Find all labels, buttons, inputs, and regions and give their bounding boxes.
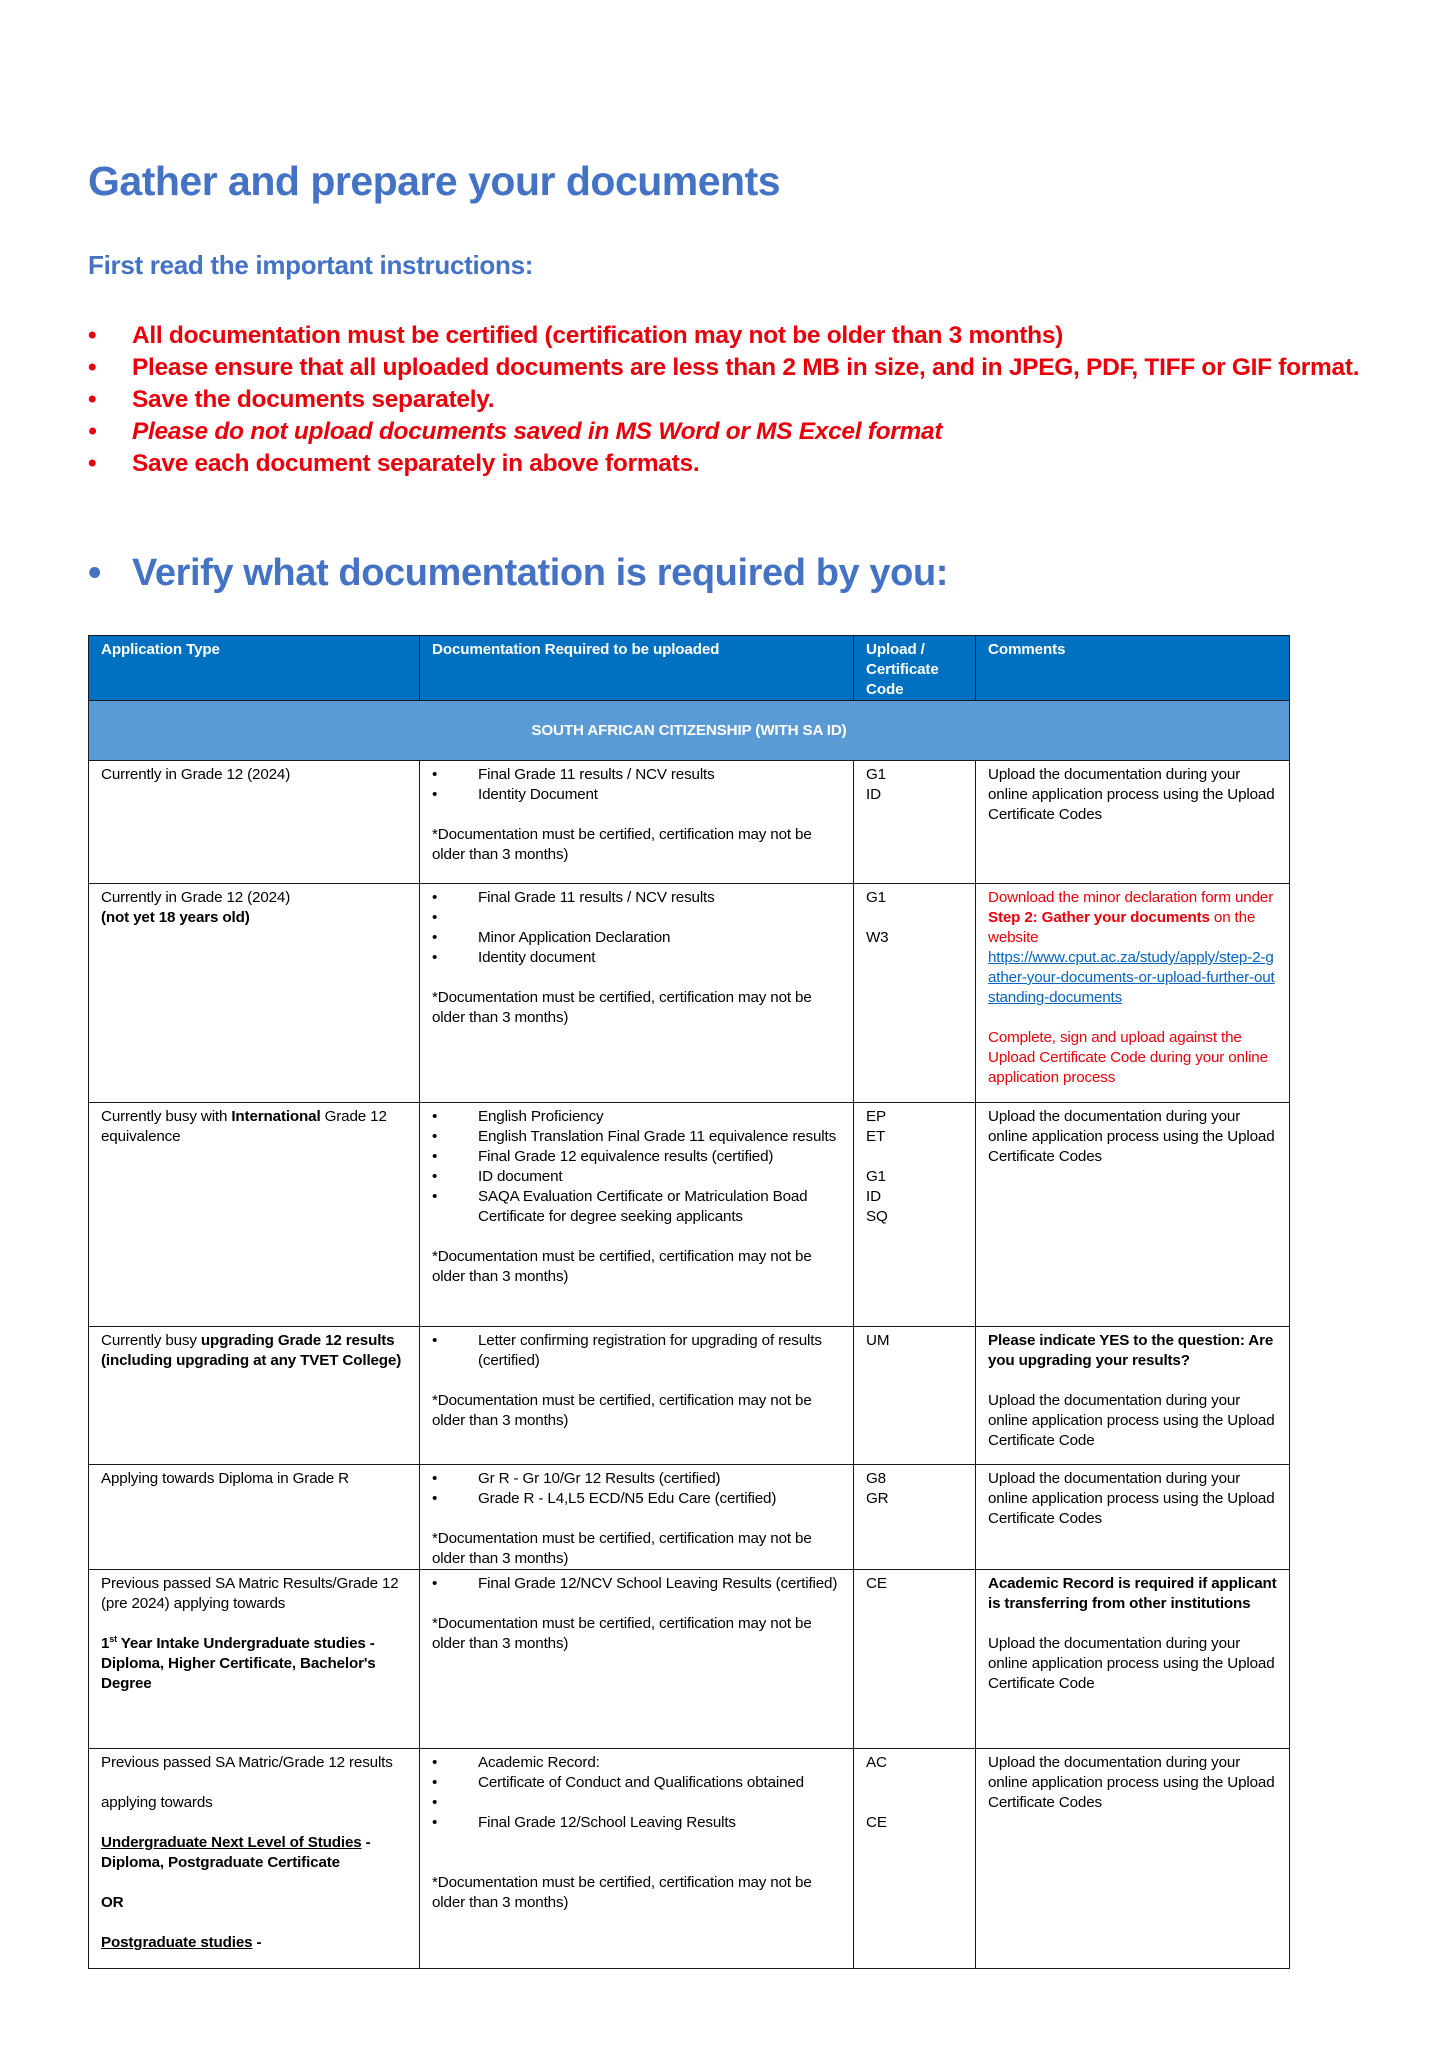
comment-text: on the website	[988, 909, 1256, 946]
header-documentation: Documentation Required to be uploaded	[420, 636, 854, 701]
documentation	[420, 1103, 854, 1327]
app-text: Currently in Grade 12 (2024)	[101, 889, 291, 906]
codes	[854, 884, 976, 1103]
application-type	[89, 884, 420, 1103]
table-row	[89, 761, 1290, 884]
instruction-text: Please ensure that all uploaded documents are less than 2 MB in size, and in JPEG, PDF, TIFF or GIF format.	[132, 354, 1360, 381]
page-title: Gather and prepare your documents	[88, 158, 781, 204]
bullet-icon: •	[88, 552, 101, 594]
instruction-text: Please do not upload documents saved in MS Word or MS Excel format	[132, 418, 943, 445]
bullet-icon: •	[88, 418, 97, 445]
app-text: Currently busy	[101, 1332, 201, 1349]
comments: Upload the documentation during your online application process using the Upload Certificate Codes	[976, 1465, 1290, 1570]
code: ET	[866, 1128, 886, 1145]
app-text-bold: Year Intake Undergraduate studies - Diploma, Higher Certificate, Bachelor's Degree	[101, 1635, 376, 1692]
code: G8	[866, 1470, 886, 1487]
application-type	[89, 1465, 420, 1570]
doc-item: • Gr R - Gr 10/Gr 12 Results (certified)	[432, 1469, 841, 1489]
bullet-icon: •	[88, 386, 97, 413]
instruction-item	[88, 352, 1388, 384]
header-comments: Comments	[976, 636, 1290, 701]
doc-item: • Identity Document	[432, 785, 841, 805]
app-text: applying towards	[101, 1794, 213, 1811]
documentation	[420, 1327, 854, 1465]
section-title: SOUTH AFRICAN CITIZENSHIP (WITH SA ID)	[89, 701, 1290, 761]
code: SQ	[866, 1208, 888, 1225]
codes	[854, 1103, 976, 1327]
table-row	[89, 1465, 1290, 1570]
app-text-bold: -	[252, 1934, 262, 1951]
doc-item: • Final Grade 11 results / NCV results	[432, 888, 841, 908]
comment-bold: Step 2: Gather your documents	[988, 909, 1210, 926]
documentation	[420, 761, 854, 884]
doc-item: • Academic Record:	[432, 1753, 841, 1773]
documentation	[420, 1465, 854, 1570]
doc-item: • Grade R - L4,L5 ECD/N5 Edu Care (certified)	[432, 1489, 841, 1509]
codes	[854, 1570, 976, 1749]
comments	[976, 1570, 1290, 1749]
documentation	[420, 1570, 854, 1749]
section-row	[89, 701, 1290, 761]
instruction-item	[88, 320, 1388, 352]
table-row	[89, 1749, 1290, 1969]
app-text-bold: Postgraduate studies	[101, 1934, 253, 1951]
code: GR	[866, 1490, 889, 1507]
codes	[854, 1327, 976, 1465]
certification-note: *Documentation must be certified, certification may not be older than 3 months)	[432, 989, 812, 1026]
superscript: st	[109, 1633, 117, 1644]
comments: Upload the documentation during your online application process using the Upload Certificate Codes	[976, 761, 1290, 884]
code: G1	[866, 766, 886, 783]
table-row	[89, 1570, 1290, 1749]
instructions-list	[88, 320, 1388, 480]
doc-item: • Final Grade 12 equivalence results (certified)	[432, 1147, 841, 1167]
code: UM	[866, 1332, 890, 1349]
instruction-text: Save each document separately in above formats.	[132, 450, 700, 477]
instruction-item	[88, 384, 1388, 416]
doc-item: • Final Grade 11 results / NCV results	[432, 765, 841, 785]
comment-text: Download the minor declaration form under	[988, 889, 1274, 906]
documentation	[420, 1749, 854, 1969]
verify-heading	[88, 552, 948, 595]
header-application-type: Application Type	[89, 636, 420, 701]
code: CE	[866, 1814, 887, 1831]
documentation	[420, 884, 854, 1103]
table-row	[89, 1327, 1290, 1465]
code: W3	[866, 929, 889, 946]
bullet-icon: •	[88, 322, 97, 349]
doc-item: • SAQA Evaluation Certificate or Matriculation Boad Certificate for degree seeking applicants	[432, 1187, 841, 1227]
app-text-bold: (not yet 18 years old)	[101, 909, 250, 926]
code: ID	[866, 786, 881, 803]
comments: Upload the documentation during your online application process using the Upload Certificate Codes	[976, 1749, 1290, 1969]
instruction-text: Save the documents separately.	[132, 386, 495, 413]
header-code: Upload / Certificate Code	[854, 636, 976, 701]
code: CE	[866, 1575, 887, 1592]
bullet-icon: •	[88, 354, 97, 381]
comment-bold: Please indicate YES to the question: Are you upgrading your results?	[988, 1332, 1274, 1369]
doc-item: • Minor Application Declaration	[432, 928, 841, 948]
application-type	[89, 1327, 420, 1465]
website-link[interactable]: https://www.cput.ac.za/study/apply/step-2-gather-your-documents-or-upload-further-outstanding-documents	[988, 949, 1275, 1006]
app-text: Applying towards Diploma in Grade R	[101, 1470, 349, 1487]
code: AC	[866, 1754, 887, 1771]
comment-text: Upload the documentation during your online application process using the Upload Certificate Code	[988, 1392, 1275, 1449]
app-text: Currently in Grade 12 (2024)	[101, 766, 291, 783]
app-text: Grade 12 equivalence	[101, 1108, 387, 1145]
app-text: Previous passed SA Matric Results/Grade 12 (pre 2024) applying towards	[101, 1575, 399, 1612]
app-text: Previous passed SA Matric/Grade 12 results	[101, 1754, 393, 1771]
certification-note: *Documentation must be certified, certification may not be older than 3 months)	[432, 1874, 812, 1911]
app-text: Currently busy with	[101, 1108, 232, 1125]
application-type	[89, 1570, 420, 1749]
certification-note: *Documentation must be certified, certification may not be older than 3 months)	[432, 1248, 812, 1285]
instruction-item	[88, 416, 1388, 448]
doc-item: • Final Grade 12/School Leaving Results	[432, 1813, 841, 1833]
code: EP	[866, 1108, 886, 1125]
comment-text: Upload the documentation during your online application process using the Upload Certificate Code	[988, 1635, 1275, 1692]
codes	[854, 761, 976, 884]
table-row	[89, 884, 1290, 1103]
code: G1	[866, 889, 886, 906]
app-text-bold: 1	[101, 1635, 110, 1652]
application-type	[89, 1749, 420, 1969]
code: G1	[866, 1168, 886, 1185]
doc-item: • Certificate of Conduct and Qualifications obtained	[432, 1773, 841, 1793]
code: ID	[866, 1188, 881, 1205]
comment-text: Complete, sign and upload against the Upload Certificate Code during your online application process	[988, 1029, 1268, 1086]
doc-item: • English Translation Final Grade 11 equivalence results	[432, 1127, 841, 1147]
table-row	[89, 1103, 1290, 1327]
certification-note: *Documentation must be certified, certification may not be older than 3 months)	[432, 1615, 812, 1652]
comments: Upload the documentation during your online application process using the Upload Certificate Codes	[976, 1103, 1290, 1327]
certification-note: *Documentation must be certified, certification may not be older than 3 months)	[432, 1392, 812, 1429]
doc-item: • English Proficiency	[432, 1107, 841, 1127]
table-header-row	[89, 636, 1290, 701]
doc-item: • ID document	[432, 1167, 841, 1187]
certification-note: *Documentation must be certified, certification may not be older than 3 months)	[432, 1530, 812, 1567]
documents-table	[88, 635, 1290, 1969]
doc-item: • Identity document	[432, 948, 841, 968]
comments	[976, 884, 1290, 1103]
app-text-bold: upgrading Grade 12 results (including upgrading at any TVET College)	[101, 1332, 402, 1369]
codes	[854, 1465, 976, 1570]
verify-heading-text: Verify what documentation is required by you:	[132, 552, 949, 594]
comment-bold: Academic Record is required if applicant is transferring from other institutions	[988, 1575, 1277, 1612]
application-type	[89, 1103, 420, 1327]
instruction-item	[88, 448, 1388, 480]
application-type	[89, 761, 420, 884]
bullet-icon: •	[88, 450, 97, 477]
codes	[854, 1749, 976, 1969]
instruction-text: All documentation must be certified (certification may not be older than 3 months)	[132, 322, 1064, 349]
instructions-subtitle: First read the important instructions:	[88, 250, 534, 280]
app-text-bold: International	[231, 1108, 321, 1125]
app-text-bold: OR	[101, 1894, 124, 1911]
doc-item: • Letter confirming registration for upgrading of results (certified)	[432, 1331, 841, 1371]
comments	[976, 1327, 1290, 1465]
app-text-bold: - Diploma, Postgraduate Certificate	[101, 1834, 371, 1871]
doc-item: • Final Grade 12/NCV School Leaving Results (certified)	[432, 1574, 841, 1594]
app-text-bold: Undergraduate Next Level of Studies	[101, 1834, 362, 1851]
certification-note: *Documentation must be certified, certification may not be older than 3 months)	[432, 826, 812, 863]
